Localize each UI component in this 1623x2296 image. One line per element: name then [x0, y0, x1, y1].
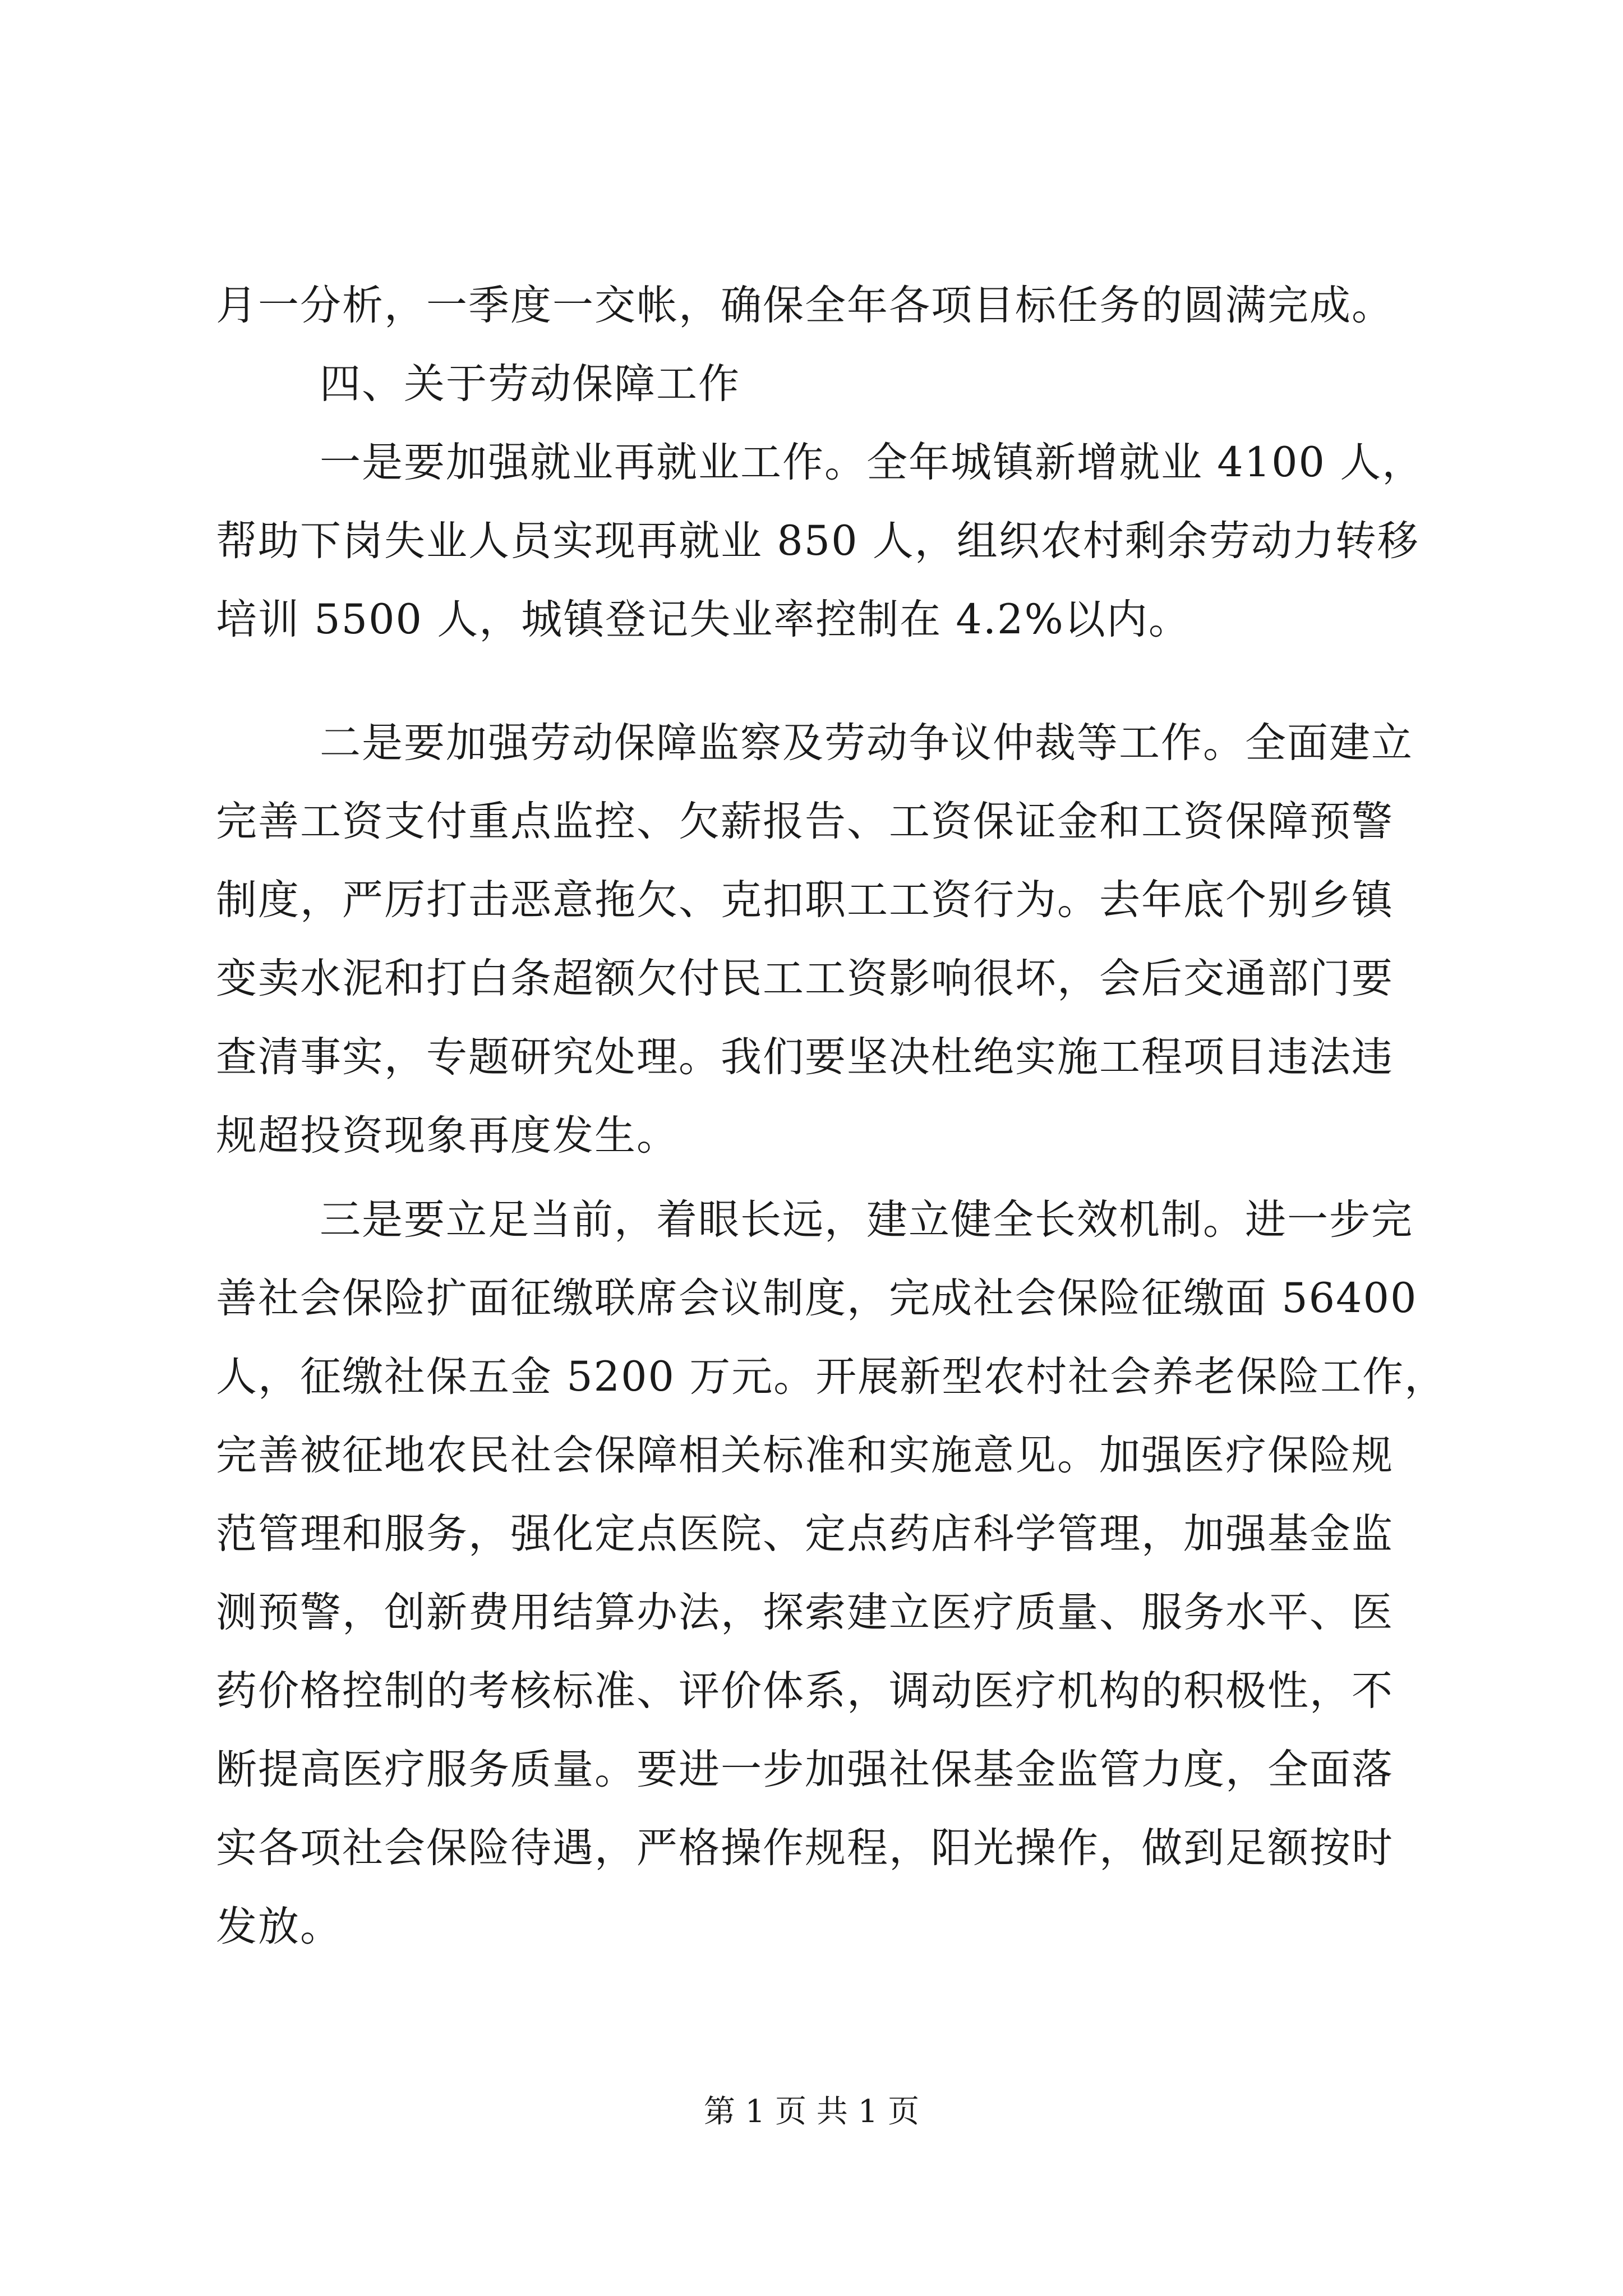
text-line: 善社会保险扩面征缴联席会议制度，完成社会保险征缴面 56400: [216, 1274, 1418, 1322]
text-line: 一是要加强就业再就业工作。全年城镇新增就业 4100 人，: [320, 439, 1424, 486]
text-line: 实各项社会保险待遇，严格操作规程，阳光操作，做到足额按时: [216, 1824, 1394, 1872]
text-line: 发放。: [216, 1903, 342, 1950]
text-line: 规超投资现象再度发生。: [216, 1112, 679, 1159]
text-line: 完善工资支付重点监控、欠薪报告、工资保证金和工资保障预警: [216, 798, 1394, 845]
text-line: 人，征缴社保五金 5200 万元。开展新型农村社会养老保险工作，: [216, 1353, 1447, 1401]
text-line: 二是要加强劳动保障监察及劳动争议仲裁等工作。全面建立: [320, 719, 1413, 767]
text-line: 查清事实，专题研究处理。我们要坚决杜绝实施工程项目违法违: [216, 1033, 1394, 1081]
text-line: 断提高医疗服务质量。要进一步加强社保基金监管力度，全面落: [216, 1746, 1394, 1793]
text-line: 范管理和服务，强化定点医院、定点药店科学管理，加强基金监: [216, 1510, 1394, 1558]
text-line: 药价格控制的考核标准、评价体系，调动医疗机构的积极性，不: [216, 1667, 1394, 1715]
text-line: 帮助下岗失业人员实现再就业 850 人，组织农村剩余劳动力转移: [216, 517, 1419, 565]
section-heading: 四、关于劳动保障工作: [320, 360, 740, 408]
text-line: 变卖水泥和打白条超额欠付民工工资影响很坏，会后交通部门要: [216, 955, 1394, 1002]
text-line: 三是要立足当前，着眼长远，建立健全长效机制。进一步完: [320, 1196, 1413, 1244]
page-footer: 第 1 页 共 1 页: [703, 2093, 920, 2130]
text-line: 制度，严厉打击恶意拖欠、克扣职工工资行为。去年底个别乡镇: [216, 876, 1394, 924]
text-line: 月一分析，一季度一交帐，确保全年各项目标任务的圆满完成。: [216, 282, 1394, 329]
text-line: 培训 5500 人，城镇登记失业率控制在 4.2%以内。: [216, 596, 1191, 643]
text-line: 完善被征地农民社会保障相关标准和实施意见。加强医疗保险规: [216, 1432, 1394, 1479]
text-line: 测预警，创新费用结算办法，探索建立医疗质量、服务水平、医: [216, 1589, 1394, 1636]
